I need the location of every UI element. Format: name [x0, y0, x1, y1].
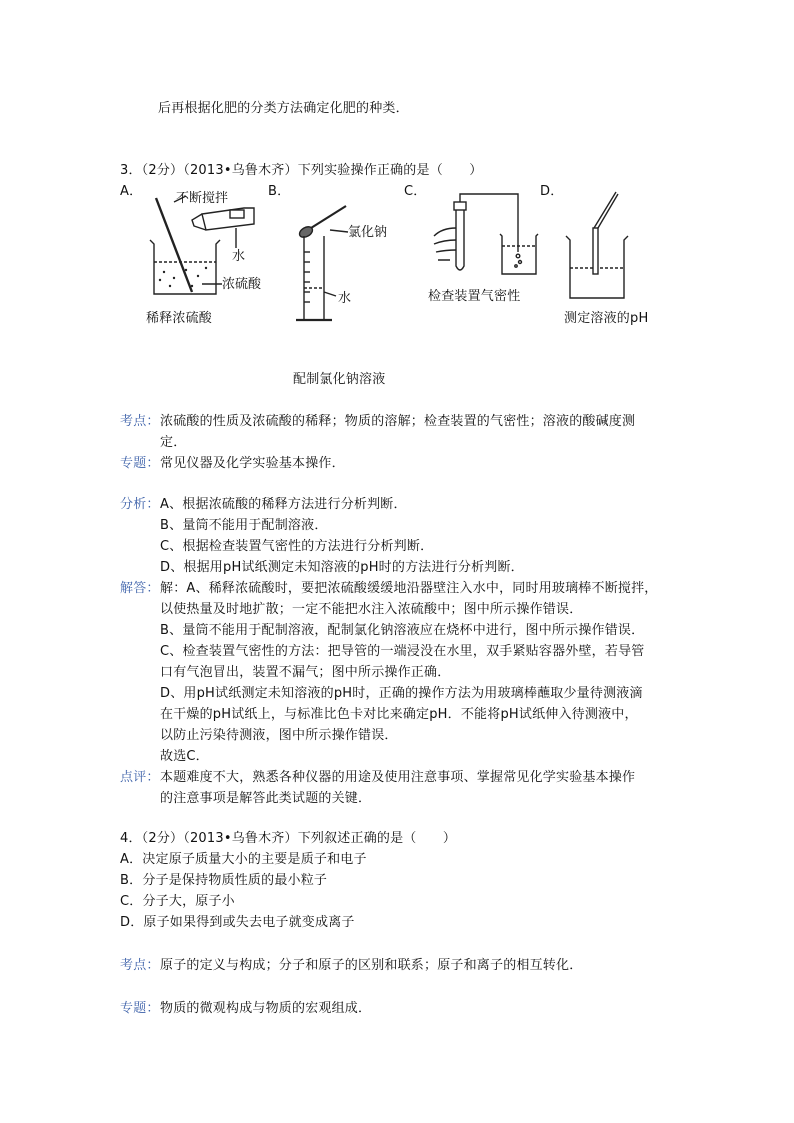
q3-dianping-line-2: 的注意事项是解答此类试题的关键． [160, 791, 372, 806]
q4-option-a: A．决定原子质量大小的主要是质子和电子 [120, 852, 367, 867]
q3-zhuanti: 常见仪器及化学实验基本操作． [160, 456, 345, 471]
q3-dianping-label: 点评： [120, 770, 160, 785]
fig-a-water-label: 水 [232, 249, 246, 264]
q3-kaodian-line-1: 浓硫酸的性质及浓硫酸的稀释；物质的溶解；检查装置的气密性；溶液的酸碱度测 [160, 414, 636, 429]
figure-c-airtight-check [428, 188, 538, 280]
fig-a-acid-label: 浓硫酸 [222, 277, 262, 292]
q3-jieda-line-4: C、检查装置气密性的方法：把导管的一端浸没在水里，双手紧贴容器外壁，若导管 [160, 644, 645, 659]
q4-zhuanti-label: 专题： [120, 1001, 160, 1016]
q3-fenxi-line-4: D、根据用pH试纸测定未知溶液的pH时的方法进行分析判断． [160, 560, 524, 575]
q4-stem: 4．（2分）（2013•乌鲁木齐）下列叙述正确的是（ ） [120, 831, 457, 846]
q4-option-b: B．分子是保持物质性质的最小粒子 [120, 873, 328, 888]
q3-zhuanti-label: 专题： [120, 456, 160, 471]
fig-c-caption: 检查装置气密性 [428, 289, 521, 304]
q3-jieda-line-6: D、用pH试纸测定未知溶液的pH时，正确的操作方法为用玻璃棒蘸取少量待测液滴 [160, 686, 643, 701]
q3-jieda-line-1: 解：A、稀释浓硫酸时，要把浓硫酸缓缓地沿器壁注入水中，同时用玻璃棒不断搅拌， [160, 581, 658, 596]
q3-jieda-line-7: 在干燥的pH试纸上，与标准比色卡对比来确定pH．不能将pH试纸伸入待测液中， [160, 707, 638, 722]
fig-a-caption: 稀释浓硫酸 [146, 311, 213, 326]
figure-a-dilute-acid [140, 188, 280, 300]
q3-jieda-line-3: B、量筒不能用于配制溶液，配制氯化钠溶液应在烧杯中进行，图中所示操作错误． [160, 623, 645, 638]
q3-fenxi-line-2: B、量筒不能用于配制溶液． [160, 518, 328, 533]
fig-d-caption: 测定溶液的pH [564, 311, 649, 326]
q3-jieda-line-2: 以使热量及时地扩散；一定不能把水注入浓硫酸中；图中所示操作错误． [160, 602, 583, 617]
q3-fenxi-label: 分析： [120, 497, 160, 512]
fig-b-salt-label: 氯化钠 [348, 225, 388, 240]
q3-fenxi-line-3: C、根据检查装置气密性的方法进行分析判断． [160, 539, 434, 554]
figure-d-ph-test [560, 188, 650, 300]
q4-option-d: D．原子如果得到或失去电子就变成离子 [120, 915, 355, 930]
q3-option-d-label: D． [540, 184, 564, 199]
q3-option-c-label: C． [404, 184, 427, 199]
q3-jieda-line-8: 以防止污染待测液，图中所示操作错误． [160, 728, 398, 743]
q3-option-b-label: B． [268, 184, 291, 199]
q3-jieda-label: 解答： [120, 581, 160, 596]
q3-stem: 3．（2分）（2013•乌鲁木齐）下列实验操作正确的是（ ） [120, 163, 483, 178]
q3-fenxi-line-1: A、根据浓硫酸的稀释方法进行分析判断． [160, 497, 407, 512]
q3-dianping-line-1: 本题难度不大，熟悉各种仪器的用途及使用注意事项、掌握常见化学实验基本操作 [160, 770, 636, 785]
q4-option-c: C．分子大，原子小 [120, 894, 235, 909]
intro-line: 后再根据化肥的分类方法确定化肥的种类． [158, 101, 409, 116]
q3-kaodian-line-2: 定． [160, 435, 187, 450]
fig-a-stir-label: 不断搅拌 [176, 191, 229, 206]
q3-kaodian-label: 考点： [120, 414, 160, 429]
q4-kaodian: 原子的定义与构成；分子和原子的区别和联系；原子和离子的相互转化． [160, 958, 583, 973]
q3-jieda-line-9: 故选C． [160, 749, 209, 764]
q4-kaodian-label: 考点： [120, 958, 160, 973]
q4-zhuanti: 物质的微观构成与物质的宏观组成． [160, 1001, 372, 1016]
fig-b-water-label: 水 [338, 291, 352, 306]
q3-option-a-label: A． [120, 184, 143, 199]
q3-jieda-line-5: 口有气泡冒出，装置不漏气；图中所示操作正确． [160, 665, 451, 680]
figure-b-cylinder [290, 192, 400, 324]
fig-b-caption: 配制氯化钠溶液 [293, 372, 386, 387]
